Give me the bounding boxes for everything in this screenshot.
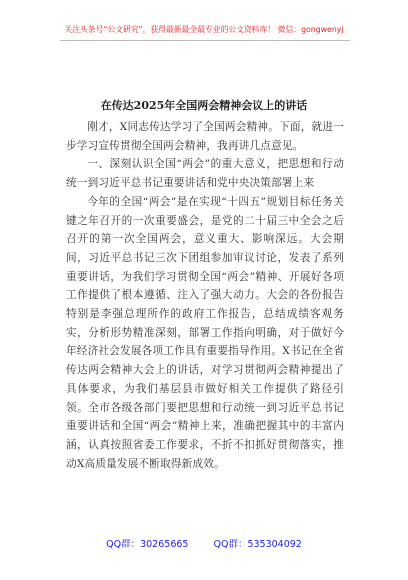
header-banner: 关注头条号“公文研究”，获得最新最全最专业的公文资料库！ 微信：gongwenyj [64, 25, 344, 34]
footer-qq-group-1: QQ群：30265665 [106, 539, 189, 550]
footer-contact [0, 536, 408, 550]
paragraph-body: 今年的全国“两会”是在实现“十四五”规划目标任务关键之年召开的一次重要盛会，是党的二十届三中全会之后召开的第一次全国两会，意义重大、影响深远。大会期间，习近平总书记三次下团组参加审议讨论，发表了系列重要讲话，为我们学习贯彻全国“两会”精神、开展好各项工作提供了根本遵循、注入了强大动力。大会的各份报告特别是李强总理所作的政府工作报告，总结成绩客观务实，分析形势精准深刻，部署工作指向明确，对于做好今年经济社会发展各项工作具有重要指导作用。X书记在全省传达两会精神大会上的讲话，对学习贯彻两会精神提出了具体要求，为我们基层县市做好相关工作提供了路径引领。全市各级各部门要把思想和行动统一到习近平总书记重要讲话和全国“两会”精神上来，准确把握其中的丰富内涵，认真按照省委工作要求，不折不扣抓好贯彻落实，推动X高质量发展不断取得新成效。 [66, 195, 344, 470]
header-divider [60, 40, 350, 41]
paragraph-intro: 刚才，X同志传达学习了全国两会精神。下面，就进一步学习宣传贯彻全国两会精神，我再讲几点意见。 [66, 121, 344, 152]
paragraph-section-heading: 一、深刻认识全国“两会”的重大意义，把思想和行动统一到习近平总书记重要讲话和党中央决策部署上来 [66, 158, 344, 190]
document-body [66, 118, 344, 473]
document-title: 在传达2025年全国两会精神会议上的讲话 [100, 99, 308, 112]
footer-qq-group-2: QQ群：535304092 [213, 539, 302, 550]
